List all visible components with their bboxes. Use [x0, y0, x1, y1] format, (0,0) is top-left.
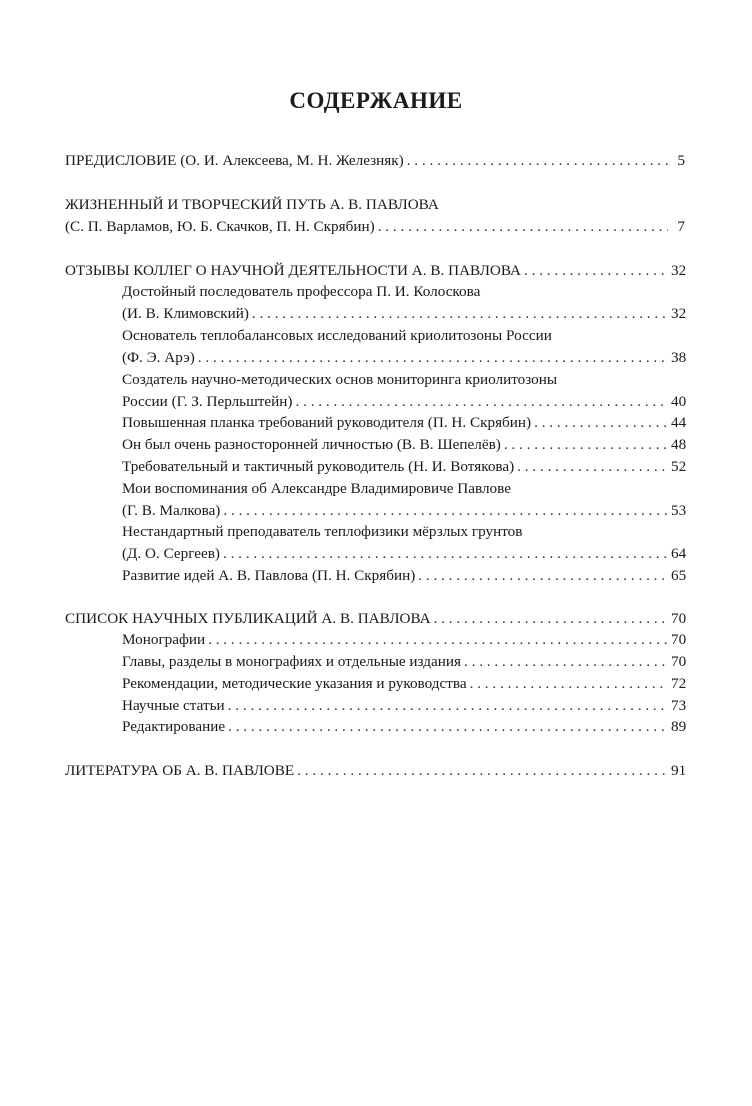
toc-entry-reviews	[65, 260, 685, 282]
toc-entry-text: Главы, разделы в монографиях и отдельные издания	[122, 653, 461, 670]
page-number: 40	[671, 393, 687, 410]
dot-leader	[223, 543, 668, 565]
page-number: 64	[671, 545, 687, 562]
page-number: 91	[671, 762, 687, 779]
dot-leader	[418, 565, 668, 587]
toc-entry-text: (И. В. Климовский)	[122, 305, 249, 322]
dot-leader	[464, 651, 668, 673]
dot-leader	[504, 434, 668, 456]
page-number: 89	[671, 718, 687, 735]
toc-subentry-line2	[122, 543, 685, 565]
dot-leader	[208, 629, 668, 651]
toc-entry-text: Нестандартный преподаватель теплофизики мёрзлых грунтов	[122, 523, 523, 540]
toc-entry-biography-line1	[65, 194, 685, 216]
page-number: 70	[671, 610, 687, 627]
toc-entry-text: ЛИТЕРАТУРА ОБ А. В. ПАВЛОВЕ	[65, 762, 295, 779]
toc-subentry-line2	[122, 347, 685, 369]
toc-entry-text: ОТЗЫВЫ КОЛЛЕГ О НАУЧНОЙ ДЕЯТЕЛЬНОСТИ А. В. ПАВЛОВА	[65, 262, 521, 279]
toc-subentry	[122, 629, 685, 651]
toc-entry-text: (Ф. Э. Арэ)	[122, 349, 195, 366]
toc-entry-text: (Г. В. Малкова)	[122, 502, 221, 519]
page-number: 72	[671, 675, 687, 692]
toc-subentry	[122, 716, 685, 738]
toc-subentry	[122, 673, 685, 695]
page-number: 48	[671, 436, 687, 453]
toc-subentry-line1	[122, 369, 685, 391]
toc-entry-text: СПИСОК НАУЧНЫХ ПУБЛИКАЦИЙ А. В. ПАВЛОВА	[65, 610, 431, 627]
page-number: 53	[671, 502, 687, 519]
page-number: 7	[677, 218, 685, 235]
page-number: 5	[677, 152, 685, 169]
toc-entry-text: (С. П. Варламов, Ю. Б. Скачков, П. Н. Скрябин)	[65, 218, 375, 235]
page-number: 65	[671, 567, 687, 584]
toc-entry-text: ЖИЗНЕННЫЙ И ТВОРЧЕСКИЙ ПУТЬ А. В. ПАВЛОВА	[65, 196, 439, 213]
toc-entry-text: Развитие идей А. В. Павлова (П. Н. Скрябин)	[122, 567, 416, 584]
toc-entry-text: Требовательный и тактичный руководитель (Н. И. Вотякова)	[122, 458, 515, 475]
dot-leader	[297, 760, 668, 782]
toc-entry-text: Основатель теплобалансовых исследований криолитозоны России	[122, 327, 552, 344]
toc-entry-text: Монографии	[122, 631, 206, 648]
toc-entry-literature	[65, 760, 685, 782]
toc-subentry-line2	[122, 303, 685, 325]
toc-entry-text: Научные статьи	[122, 697, 225, 714]
page-number: 70	[671, 653, 687, 670]
toc-subentry	[122, 651, 685, 673]
toc-entry-preface	[65, 150, 685, 172]
page-number: 73	[671, 697, 687, 714]
page-number: 38	[671, 349, 687, 366]
toc-subentry	[122, 565, 685, 587]
toc-entry-text: Достойный последователь профессора П. И. Колоскова	[122, 283, 481, 300]
dot-leader	[296, 391, 669, 413]
dot-leader	[407, 150, 668, 172]
dot-leader	[252, 303, 668, 325]
toc-entry-publications	[65, 608, 685, 630]
toc-entry-biography-line2	[65, 216, 685, 238]
page-number: 32	[671, 262, 687, 279]
dot-leader	[434, 608, 668, 630]
page-number: 32	[671, 305, 687, 322]
toc-entry-text: Повышенная планка требований руководителя (П. Н. Скрябин)	[122, 414, 532, 431]
dot-leader	[517, 456, 668, 478]
page-number: 52	[671, 458, 687, 475]
toc-entry-text: России (Г. З. Перльштейн)	[122, 393, 293, 410]
toc-subentry-line1	[122, 281, 685, 303]
toc-subentry	[122, 412, 685, 434]
toc-subentry-line2	[122, 500, 685, 522]
toc-subentry-line1	[122, 478, 685, 500]
dot-leader	[470, 673, 668, 695]
toc-entry-text: Создатель научно-методических основ мониторинга криолитозоны	[122, 371, 558, 388]
toc-subentry-line1	[122, 325, 685, 347]
toc-entry-text: Он был очень разносторонней личностью (В. В. Шепелёв)	[122, 436, 501, 453]
toc-subentry-line1	[122, 521, 685, 543]
dot-leader	[378, 216, 668, 238]
dot-leader	[534, 412, 668, 434]
toc-subentry	[122, 434, 685, 456]
dot-leader	[228, 695, 668, 717]
page-number: 70	[671, 631, 687, 648]
toc-entry-text: Редактирование	[122, 718, 226, 735]
dot-leader	[198, 347, 668, 369]
toc-entry-text: Рекомендации, методические указания и руководства	[122, 675, 467, 692]
toc-subentry-line2	[122, 391, 685, 413]
toc-entry-text: Мои воспоминания об Александре Владимировиче Павлове	[122, 480, 511, 497]
toc-subentry	[122, 456, 685, 478]
toc-subentry	[122, 695, 685, 717]
dot-leader	[223, 500, 668, 522]
toc-entry-text: (Д. О. Сергеев)	[122, 545, 220, 562]
page-title: СОДЕРЖАНИЕ	[289, 88, 463, 113]
page-number: 44	[671, 414, 687, 431]
toc-entry-text: ПРЕДИСЛОВИЕ (О. И. Алексеева, М. Н. Железняк)	[65, 152, 404, 169]
dot-leader	[524, 260, 668, 282]
dot-leader	[228, 716, 668, 738]
